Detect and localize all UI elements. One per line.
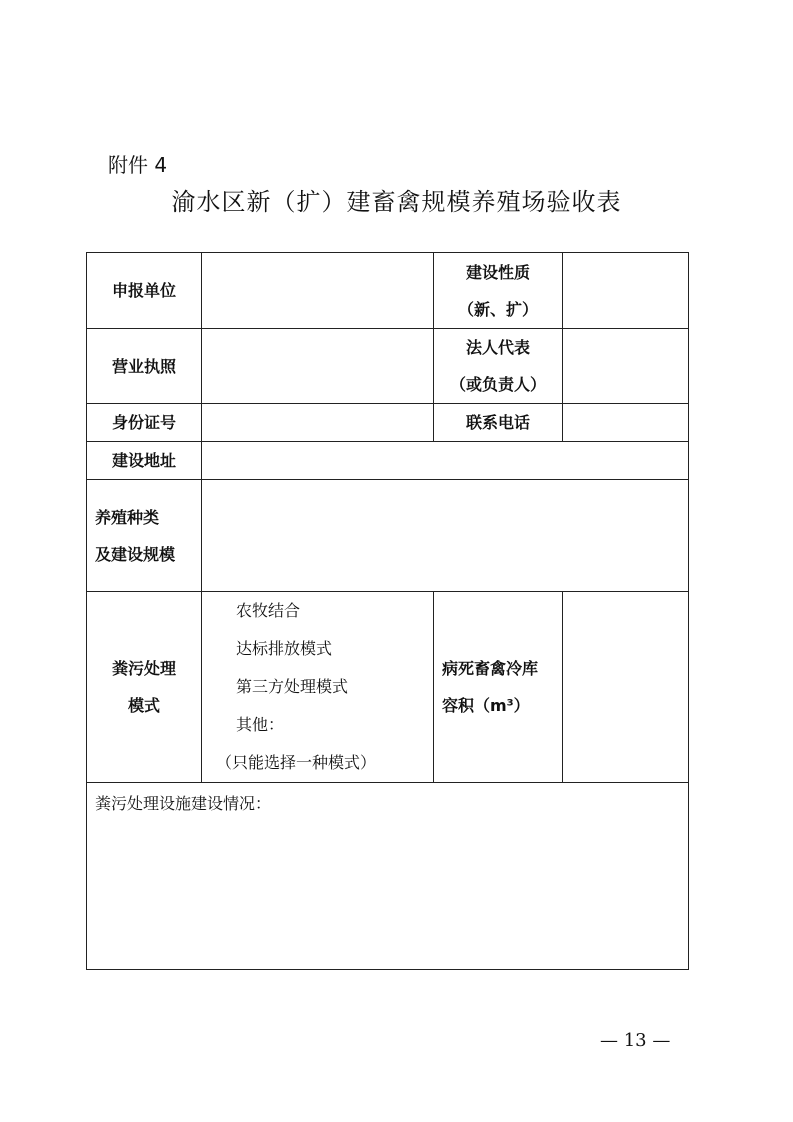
phone-label: 联系电话 <box>434 404 563 442</box>
table-row <box>87 442 689 480</box>
scale-label-line2: 及建设规模 <box>95 544 176 564</box>
address-field[interactable] <box>202 442 689 480</box>
id-field[interactable] <box>202 404 434 442</box>
table-row <box>87 783 689 970</box>
build-nature-label-line2: （新、扩） <box>458 299 539 319</box>
table-row <box>87 592 689 783</box>
build-nature-label <box>434 253 563 329</box>
waste-label-line1: 粪污处理 <box>111 659 176 678</box>
cold-storage-label-line1: 病死畜禽冷库 <box>442 659 539 678</box>
waste-label-line2: 模式 <box>127 696 160 715</box>
applicant-field[interactable] <box>202 253 434 329</box>
scale-field[interactable] <box>202 480 689 592</box>
table-row <box>87 253 689 329</box>
waste-option[interactable]: 农牧结合 <box>236 601 301 620</box>
page-number: — 13 — <box>600 1030 671 1051</box>
id-label: 身份证号 <box>87 404 202 442</box>
waste-option[interactable]: 第三方处理模式 <box>236 677 349 696</box>
legal-rep-label <box>434 329 563 404</box>
cold-storage-field[interactable] <box>563 592 689 783</box>
facility-label: 粪污处理设施建设情况： <box>95 794 272 813</box>
scale-label <box>87 480 202 592</box>
waste-options <box>202 592 434 783</box>
license-label: 营业执照 <box>87 329 202 404</box>
license-field[interactable] <box>202 329 434 404</box>
waste-option[interactable]: 达标排放模式 <box>236 639 333 658</box>
attachment-label: 附件 4 <box>108 153 168 177</box>
facility-field[interactable] <box>87 783 689 970</box>
build-nature-field[interactable] <box>563 253 689 329</box>
table-row <box>87 329 689 404</box>
phone-field[interactable] <box>563 404 689 442</box>
waste-note: （只能选择一种模式） <box>216 753 377 772</box>
scale-label-line1: 养殖种类 <box>95 507 160 527</box>
legal-rep-label-line2: （或负责人） <box>450 375 547 394</box>
address-label: 建设地址 <box>87 442 202 480</box>
waste-label <box>87 592 202 783</box>
legal-rep-label-line1: 法人代表 <box>466 338 531 357</box>
cold-storage-label <box>434 592 563 783</box>
waste-option[interactable]: 其他： <box>236 715 285 734</box>
table-row <box>87 480 689 592</box>
page-title: 渝水区新（扩）建畜禽规模养殖场验收表 <box>171 188 622 216</box>
legal-rep-field[interactable] <box>563 329 689 404</box>
acceptance-form-table <box>86 252 689 970</box>
build-nature-label-line1: 建设性质 <box>466 262 531 282</box>
table-row <box>87 404 689 442</box>
cold-storage-label-line2: 容积（m³） <box>442 696 530 715</box>
applicant-label: 申报单位 <box>87 253 202 329</box>
